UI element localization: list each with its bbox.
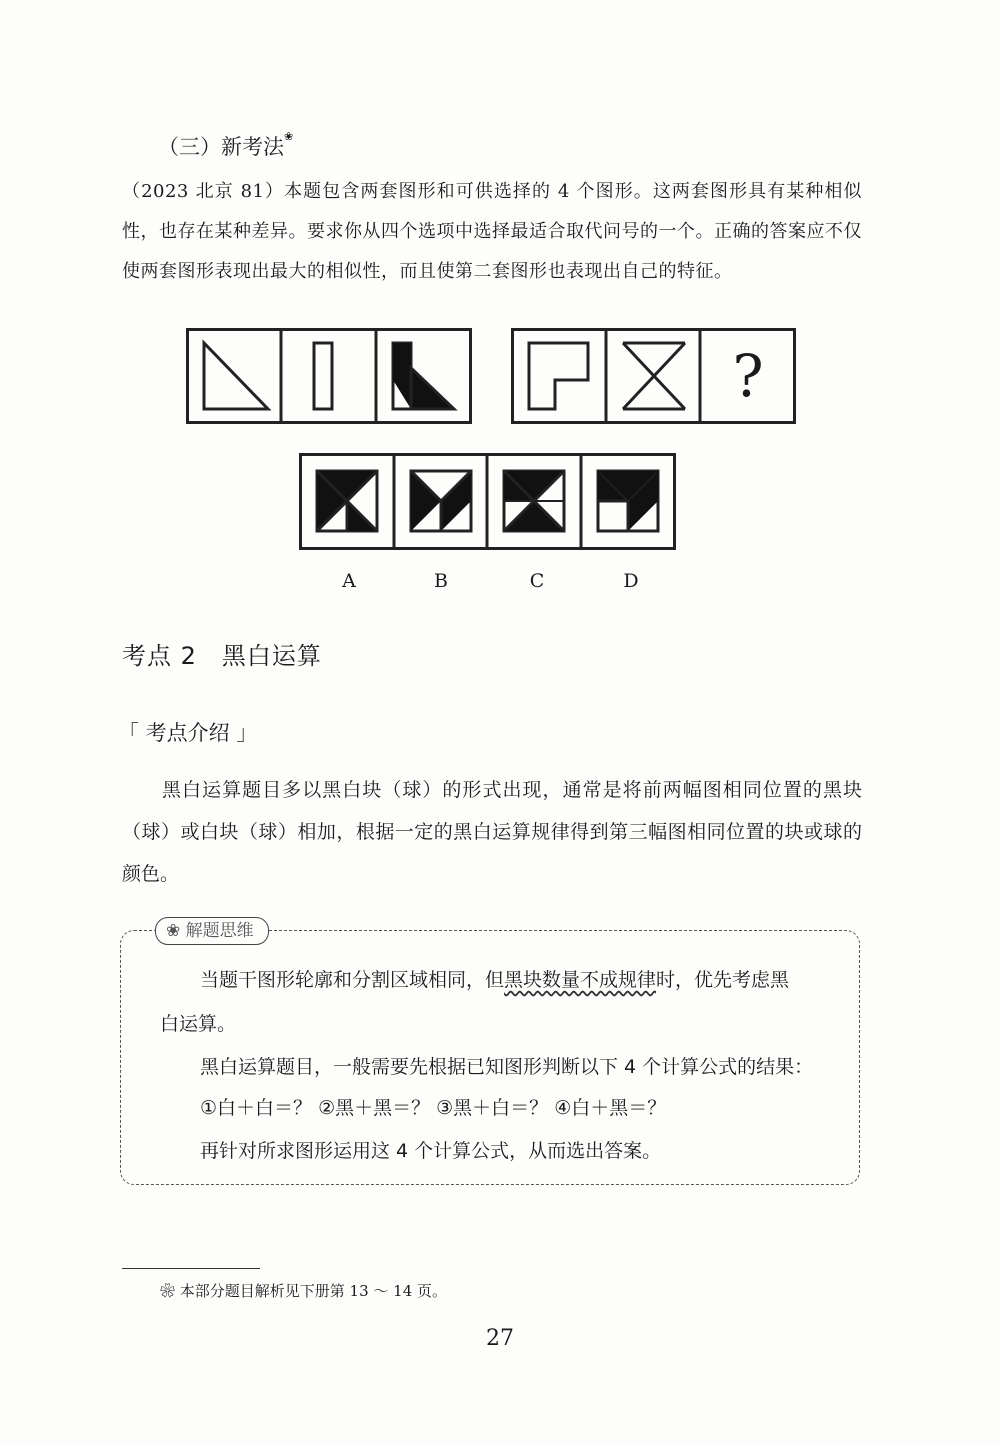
tip-line-4: 再针对所求图形运用这 4 个计算公式，从而选出答案。 xyxy=(200,1140,662,1162)
question-text: （2023 北京 81）本题包含两套图形和可供选择的 4 个图形。这两套图形具有某种相似性，也存在某种差异。要求你从四个选项中选择最适合取代问号的一个。正确的答案应不仅使两套图形表现出最大的相似性，而且使第二套图形也表现出自己的特征。 xyxy=(122,181,862,282)
options-svg xyxy=(299,453,676,550)
option-c-label[interactable]: C xyxy=(529,570,545,592)
intro-text: 黑白运算题目多以黑白块（球）的形式出现，通常是将前两幅图相同位置的黑块（球）或白块（球）相加，根据一定的黑白运算规律得到第三幅图相同位置的块或球的颜色。 xyxy=(122,779,862,885)
hourglass-shape xyxy=(623,343,685,409)
composite-shape xyxy=(393,343,454,409)
tip-tab xyxy=(155,917,269,945)
tip-line-1 xyxy=(200,965,840,995)
figure-set-1-svg xyxy=(186,328,472,424)
footnote-rule xyxy=(122,1268,260,1269)
rectangle-shape xyxy=(314,343,332,409)
tip-line-1-after: 时，优先考虑黑 xyxy=(656,969,790,991)
l-shape xyxy=(529,343,588,409)
option-b-label[interactable]: B xyxy=(434,570,448,592)
tip-line-1-before: 当题干图形轮廓和分割区域相同，但 xyxy=(200,969,505,991)
option-a-figure[interactable] xyxy=(317,471,377,531)
tip-tab-label: 解题思维 xyxy=(185,921,254,941)
section-heading-text: （三）新考法 xyxy=(158,135,284,159)
tip-line-1-emphasis: 黑块数量不成规律 xyxy=(504,969,657,991)
option-c-figure[interactable] xyxy=(504,471,564,531)
tip-line-3: ①白＋白＝？ ②黑＋黑＝？ ③黑＋白＝？ ④白＋黑＝？ xyxy=(200,1097,667,1119)
page-number: 27 xyxy=(486,1326,514,1351)
option-d-figure[interactable] xyxy=(598,471,658,531)
option-d-label[interactable]: D xyxy=(623,570,639,592)
option-b-figure[interactable] xyxy=(411,471,471,531)
triangle-shape xyxy=(204,343,268,409)
flower-icon: ❀ xyxy=(166,921,181,941)
tip-line-2: 黑白运算题目，一般需要先根据已知图形判断以下 4 个计算公式的结果： xyxy=(200,1056,814,1078)
section-heading xyxy=(158,131,293,161)
footnote: ❀ 本部分题目解析见下册第 13 ～ 14 页。 xyxy=(160,1282,448,1300)
kaodian-title: 考点 2 黑白运算 xyxy=(122,642,322,670)
tip-line-1-cont: 白运算。 xyxy=(160,1013,237,1035)
intro-label: 「 考点介绍 」 xyxy=(118,721,258,745)
question-mark: ? xyxy=(732,342,764,410)
option-a-label[interactable]: A xyxy=(342,570,356,592)
flower-mark-icon: ❀ xyxy=(284,130,294,143)
